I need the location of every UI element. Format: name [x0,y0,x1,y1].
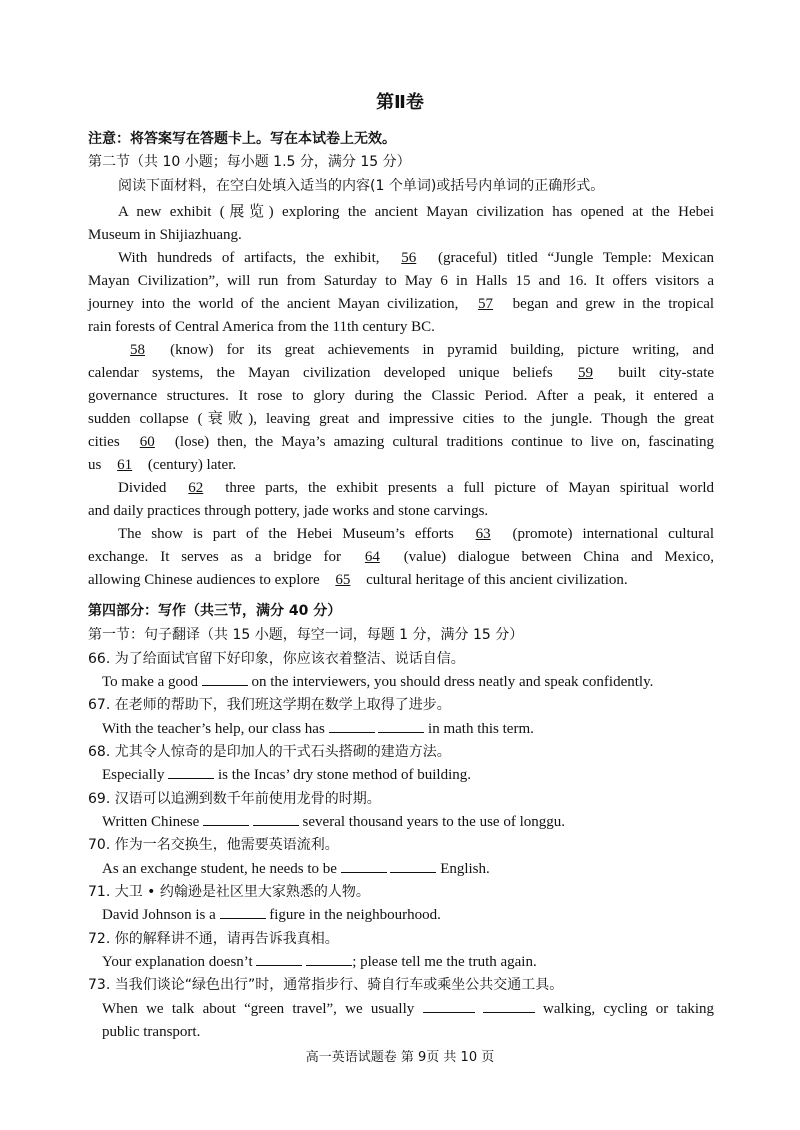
blank-63: 63 [475,526,491,542]
passage-line: journey into the world of the ancient Mayan civilization, 57 began and grew in the tropical [88,293,714,315]
answer-blank [341,858,387,873]
q69-english: Written Chinese several thousand years to the use of longgu. [102,811,565,833]
q70-chinese: 70. 作为一名交换生，他需要英语流利。 [88,837,339,853]
section2-header: 第二节（共 10 小题；每小题 1.5 分，满分 15 分） [88,154,411,170]
answer-blank [253,811,299,826]
blank-64: 64 [364,549,380,565]
passage-line: exchange. It serves as a bridge for 64 (value) dialogue between China and Mexico, [88,546,714,568]
q68-chinese: 68. 尤其令人惊奇的是印加人的干式石头搭砌的建造方法。 [88,744,451,760]
answer-blank [203,811,249,826]
page-title: 第Ⅱ卷 [376,92,424,113]
q71-english: David Johnson is a figure in the neighbourhood. [102,904,441,926]
section2-instruction: 阅读下面材料，在空白处填入适当的内容(1 个单词)或括号内单词的正确形式。 [118,178,605,194]
q71-chinese: 71. 大卫 • 约翰逊是社区里大家熟悉的人物。 [88,884,370,900]
q73-chinese: 73. 当我们谈论“绿色出行”时，通常指步行、骑自行车或乘坐公共交通工具。 [88,977,564,993]
passage-line: allowing Chinese audiences to explore 65 cultural heritage of this ancient civilization. [88,569,628,591]
passage-line: Divided 62 three parts, the exhibit presents a full picture of Mayan spiritual world [118,477,714,499]
section1-header: 第一节：句子翻译（共 15 小题，每空一词，每题 1 分，满分 15 分） [88,627,524,643]
q66-english: To make a good on the interviewers, you should dress neatly and speak confidently. [102,671,653,693]
page-footer: 高一英语试题卷 第 9页 共 10 页 [305,1050,495,1065]
q67-chinese: 67. 在老师的帮助下，我们班这学期在数学上取得了进步。 [88,697,451,713]
answer-blank [378,718,424,733]
blank-61: 61 [117,457,133,473]
answer-blank [329,718,375,733]
part4-header: 第四部分：写作（共三节，满分 40 分） [88,603,342,619]
q73-english-cont: public transport. [102,1024,201,1040]
answer-blank [483,998,535,1013]
blank-65: 65 [335,572,351,588]
q68-english: Especially is the Incas’ dry stone method of building. [102,764,471,786]
notice: 注意：将答案写在答题卡上。写在本试卷上无效。 [88,131,396,147]
q70-english: As an exchange student, he needs to be English. [102,858,490,880]
blank-56: 56 [401,250,417,266]
blank-60: 60 [139,434,155,450]
q73-english: When we talk about “green travel”, we usually walking, cycling or taking [102,998,714,1020]
passage-line: and daily practices through pottery, jade works and stone carvings. [88,503,489,519]
answer-blank [202,671,248,686]
blank-58: 58 [130,342,145,358]
answer-blank [168,764,214,779]
q72-chinese: 72. 你的解释讲不通，请再告诉我真相。 [88,931,339,947]
blank-57: 57 [478,296,494,312]
answer-blank [256,951,302,966]
q72-english: Your explanation doesn’t ; please tell me the truth again. [102,951,537,973]
blank-62: 62 [188,480,204,496]
passage-line: us 61 (century) later. [88,454,236,476]
passage-line: sudden collapse (衰败), leaving great and impressive cities to the jungle. Though the great [88,411,714,427]
answer-blank [306,951,352,966]
answer-blank [390,858,436,873]
passage-line: calendar systems, the Mayan civilization developed unique beliefs 59 built city-state [88,362,714,384]
answer-blank [423,998,475,1013]
passage-line: A new exhibit (展览) exploring the ancient Mayan civilization has opened at the Hebei [118,204,714,220]
passage-line: With hundreds of artifacts, the exhibit, 56 (graceful) titled “Jungle Temple: Mexican [118,247,714,269]
answer-blank [220,904,266,919]
passage-line: Museum in Shijiazhuang. [88,227,242,243]
passage-line: rain forests of Central America from the 11th century BC. [88,319,435,335]
passage-line: 58 (know) for its great achievements in pyramid building, picture writing, and [118,339,714,361]
q67-english: With the teacher’s help, our class has in math this term. [102,718,534,740]
passage-line: The show is part of the Hebei Museum’s efforts 63 (promote) international cultural [118,523,714,545]
passage-line: governance structures. It rose to glory during the Classic Period. After a peak, it entered a [88,388,714,404]
blank-59: 59 [578,365,594,381]
passage-line: Mayan Civilization”, will run from Saturday to May 6 in Halls 15 and 16. It offers visitors a [88,273,714,289]
q69-chinese: 69. 汉语可以追溯到数千年前使用龙骨的时期。 [88,791,381,807]
q66-chinese: 66. 为了给面试官留下好印象，你应该衣着整洁、说话自信。 [88,651,465,667]
passage-line: cities 60 (lose) then, the Maya’s amazing cultural traditions continue to live on, fascinating [88,431,714,453]
